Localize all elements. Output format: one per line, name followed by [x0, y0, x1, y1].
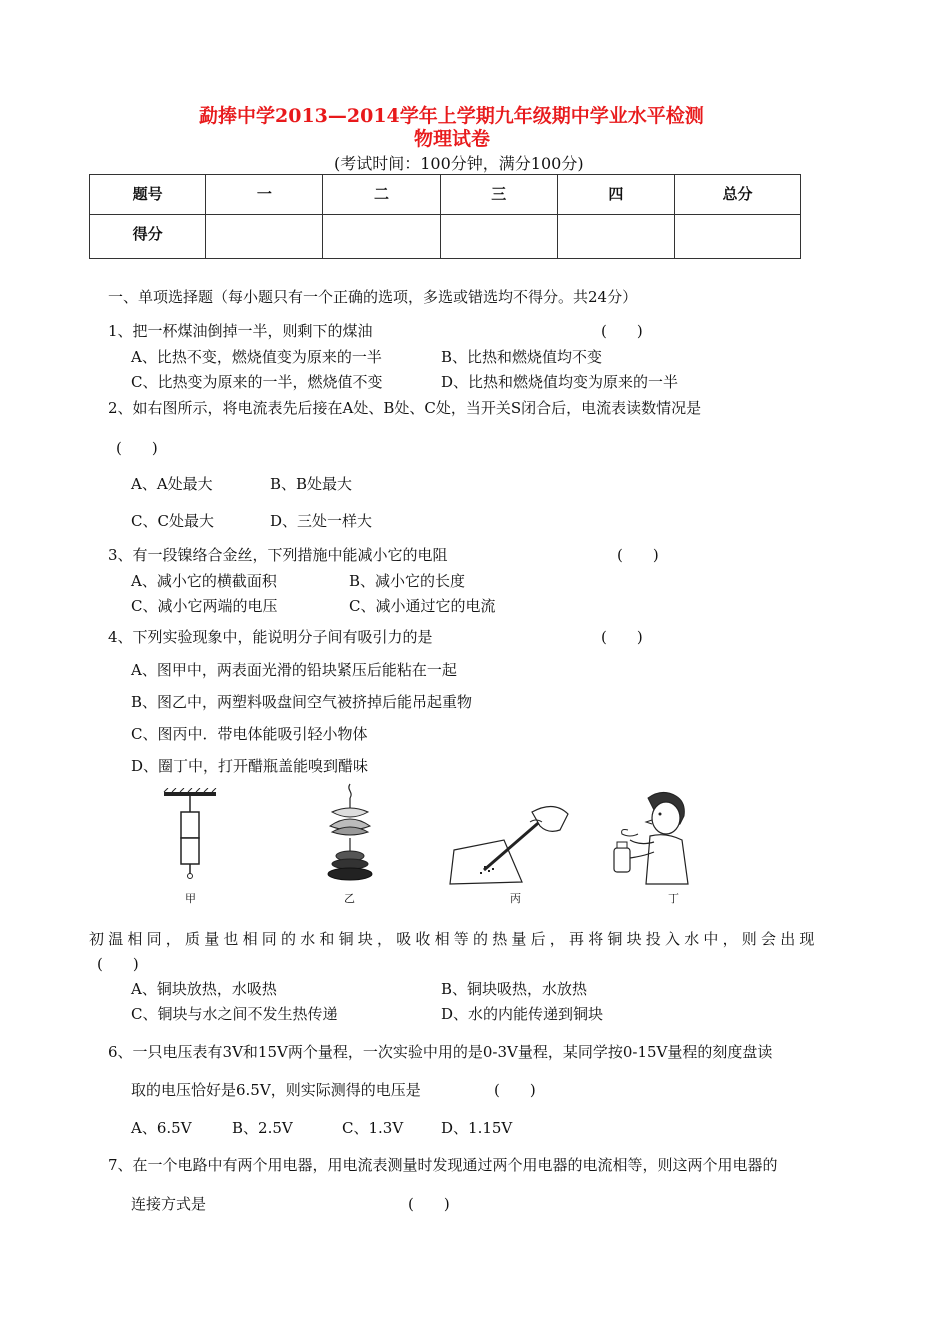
q1-bracket: ( ): [601, 322, 643, 340]
q5-option-d: D、水的内能传递到铜块: [441, 1005, 604, 1023]
q5-option-c: C、铜块与水之间不发生热传递: [131, 1005, 338, 1023]
q1-option-c: C、比热变为原来的一半，燃烧值不变: [131, 373, 383, 391]
figure-caption-bing: 丙: [510, 892, 521, 905]
score-cell: [675, 215, 801, 259]
q6-bracket: ( ): [494, 1081, 536, 1099]
q5-option-b: B、铜块吸热，水放热: [441, 980, 588, 998]
q4-stem: 4、下列实验现象中，能说明分子间有吸引力的是: [108, 628, 433, 646]
exam-title-line2: 物理试卷: [414, 128, 491, 150]
figure-caption-yi: 乙: [344, 892, 355, 905]
score-cell: [206, 215, 323, 259]
exam-info: (考试时间：100分钟，满分100分): [334, 154, 584, 173]
score-header-cell: 总分: [675, 175, 801, 215]
score-header-cell: 题号: [90, 175, 206, 215]
score-header-cell: 四: [557, 175, 674, 215]
q3-option-d: C、减小通过它的电流: [349, 597, 496, 615]
q1-stem: 1、把一杯煤油倒掉一半，则剩下的煤油: [108, 322, 373, 340]
score-table: [89, 174, 801, 259]
q1-option-d: D、比热和燃烧值均变为原来的一半: [441, 373, 679, 391]
score-cell: [440, 215, 557, 259]
q2-bracket: ( ): [116, 439, 158, 457]
score-table-header-row: [90, 175, 801, 215]
q3-option-c: C、减小它两端的电压: [131, 597, 278, 615]
q6-stem-line2: 取的电压恰好是6.5V，则实际测得的电压是: [131, 1081, 421, 1099]
score-header-cell: 三: [440, 175, 557, 215]
q2-option-b: B、B处最大: [270, 475, 353, 493]
q6-option-d: D、1.15V: [441, 1119, 513, 1137]
q6-option-b: B、2.5V: [232, 1119, 293, 1137]
q4-option-b: B、图乙中，两塑料吸盘间空气被挤掉后能吊起重物: [131, 693, 473, 711]
q1-option-a: A、比热不变，燃烧值变为原来的一半: [131, 348, 382, 366]
q6-option-c: C、1.3V: [342, 1119, 404, 1137]
q3-bracket: ( ): [617, 546, 659, 564]
q4-option-c: C、图丙中．带电体能吸引轻小物体: [131, 725, 368, 743]
q3-option-b: B、减小它的长度: [349, 572, 466, 590]
score-cell: [323, 215, 440, 259]
q2-option-a: A、A处最大: [131, 475, 213, 493]
q6-option-a: A、6.5V: [131, 1119, 192, 1137]
exam-title-line1: 勐捧中学2013—2014学年上学期九年级期中学业水平检测: [199, 105, 704, 127]
q2-option-c: C、C处最大: [131, 512, 214, 530]
score-cell: [557, 215, 674, 259]
score-header-cell: 一: [206, 175, 323, 215]
q2-stem: 2、如右图所示，将电流表先后接在A处、B处、C处，当开关S闭合后，电流表读数情况是: [108, 399, 702, 417]
q5-stem: 初温相同，质量也相同的水和铜块，吸收相等的热量后，再将铜块投入水中，则会出现: [89, 930, 819, 948]
score-row-label: 得分: [90, 215, 206, 259]
q3-stem: 3、有一段镍络合金丝，下列措施中能减小它的电阻: [108, 546, 448, 564]
score-header-cell: 二: [323, 175, 440, 215]
score-table-score-row: [90, 215, 801, 259]
section1-heading: 一、单项选择题（每小题只有一个正确的选项，多选或错选均不得分。共24分）: [108, 288, 638, 306]
q6-stem: 6、一只电压表有3V和15V两个量程，一次实验中用的是0-3V量程，某同学按0-15V量程的刻度盘读: [108, 1043, 773, 1061]
q4-bracket: ( ): [601, 628, 643, 646]
figure-charged-rod: [444, 800, 574, 888]
q5-bracket: ( ): [97, 955, 139, 973]
q3-option-a: A、减小它的横截面积: [131, 572, 277, 590]
figure-person-vinegar: [610, 788, 696, 888]
q7-stem: 7、在一个电路中有两个用电器，用电流表测量时发现通过两个用电器的电流相等，则这两个用电器的: [108, 1156, 778, 1174]
figure-caption-jia: 甲: [185, 892, 196, 905]
q7-bracket: ( ): [408, 1195, 450, 1213]
figure-caption-ding: 丁: [668, 892, 679, 905]
figure-suction-cups: [320, 782, 380, 888]
q4-option-d: D、圈丁中，打开醋瓶盖能嗅到醋味: [131, 757, 369, 775]
q4-option-a: A、图甲中，两表面光滑的铅块紧压后能粘在一起: [131, 661, 457, 679]
figure-lead-blocks: [160, 788, 220, 888]
q7-stem-line2: 连接方式是: [131, 1195, 207, 1213]
q2-option-d: D、三处一样大: [270, 512, 373, 530]
q1-option-b: B、比热和燃烧值均不变: [441, 348, 603, 366]
q5-option-a: A、铜块放热，水吸热: [131, 980, 277, 998]
